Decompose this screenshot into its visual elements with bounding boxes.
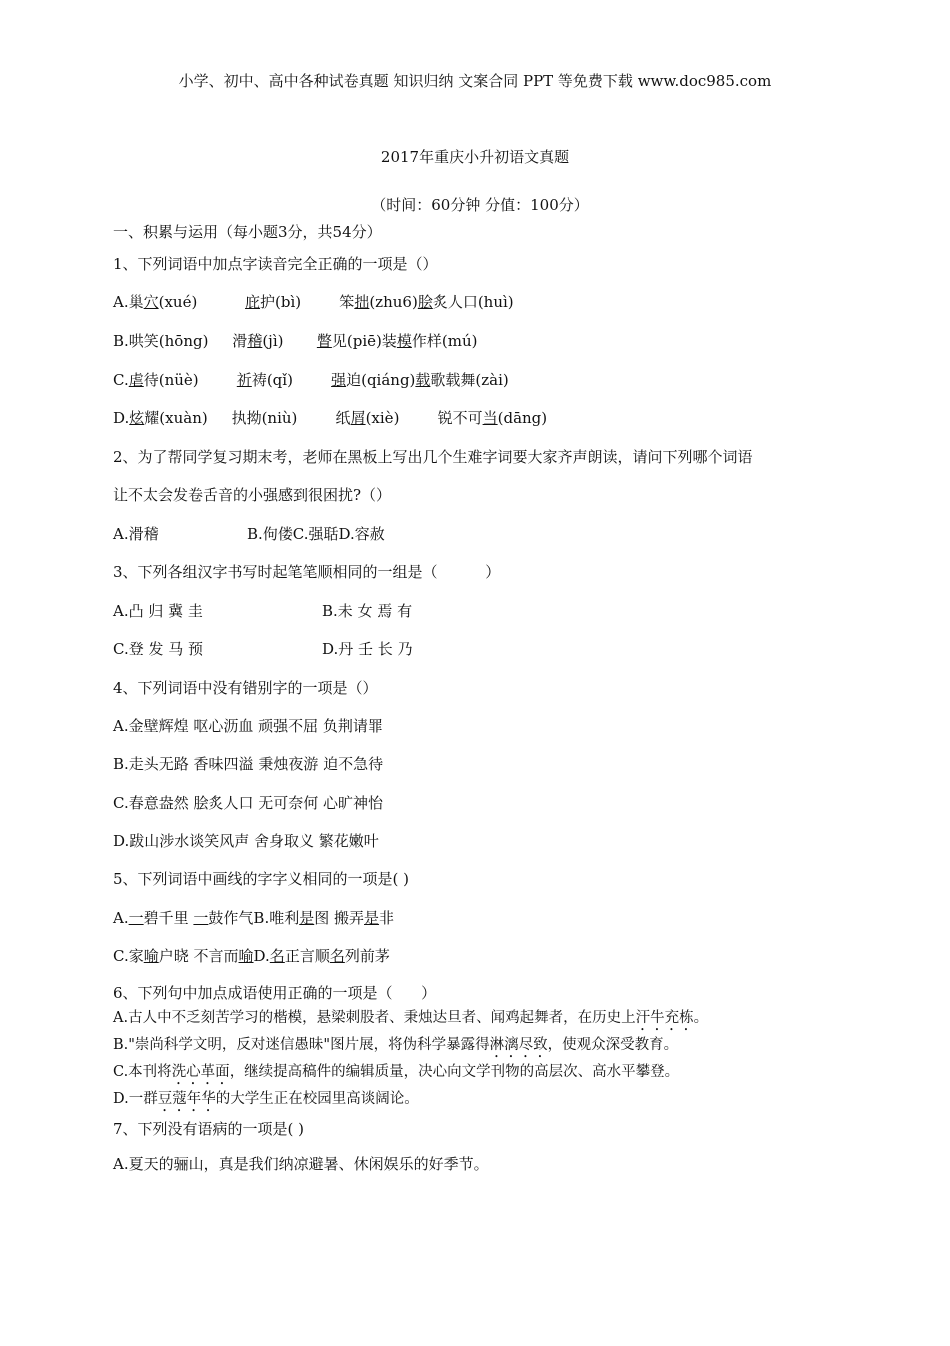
q6-option-a: A.古人中不乏刻苦学习的楷模，悬梁刺股者、秉烛达旦者、闻鸡起舞者，在历史上汗牛充栋。 <box>113 1010 709 1026</box>
q5-options-cd: C.家喻户晓 不言而喻D.名正言顺名列前茅 <box>113 947 390 965</box>
question-1-stem: 1、下列词语中加点字读音完全正确的一项是（） <box>113 255 438 273</box>
q6-option-c: C.本刊将洗心革面，继续提高稿件的编辑质量，决心向文学刊物的高层次、高水平攀登。 <box>113 1064 680 1080</box>
section-heading: 一、积累与运用（每小题3分，共54分） <box>113 223 382 241</box>
q6-option-d: D.一群豆蔻年华的大学生正在校园里高谈阔论。 <box>113 1091 419 1107</box>
q1-option-a: A.巢穴(xué) 庇护(bì) 笨拙(zhu6)脍炙人口(huì) <box>113 293 514 311</box>
exam-info: （时间：60分钟 分值：100分） <box>371 196 589 214</box>
q7-option-a: A.夏天的骊山，真是我们纳凉避暑、休闲娱乐的好季节。 <box>113 1155 489 1173</box>
q3-option-d: D.丹 壬 长 乃 <box>322 640 413 658</box>
q5-options-ab: A.一碧千里 一鼓作气B.唯利是图 搬弄是非 <box>113 909 395 927</box>
q4-option-c: C.春意盎然 脍炙人口 无可奈何 心旷神怡 <box>113 794 384 812</box>
question-6-stem: 6、下列句中加点成语使用正确的一项是（ ） <box>113 984 437 1002</box>
q1-option-b: B.哄笑(hōng) 滑稽(jì) 瞥见(piē)装模作样(mú) <box>113 332 478 350</box>
question-3-stem: 3、下列各组汉字书写时起笔笔顺相同的一组是（ ） <box>113 563 501 581</box>
q3-option-a: A.凸 归 冀 圭 <box>113 602 203 620</box>
q3-option-c: C.登 发 马 预 <box>113 640 204 658</box>
q4-option-a: A.金壁辉煌 呕心沥血 顽强不屈 负荆请罪 <box>113 717 383 735</box>
question-7-stem: 7、下列没有语病的一项是( ) <box>113 1120 305 1138</box>
q2-option-bcd: B.佝偻C.强聒D.容赦 <box>247 525 385 543</box>
q4-option-b: B.走头无路 香味四溢 秉烛夜游 迫不急待 <box>113 755 384 773</box>
question-2-stem-line2: 让不太会发卷舌音的小强感到很困扰?（） <box>113 486 392 504</box>
page-title: 2017年重庆小升初语文真题 <box>380 148 570 166</box>
question-4-stem: 4、下列词语中没有错别字的一项是（） <box>113 679 378 697</box>
question-5-stem: 5、下列词语中画线的字字义相同的一项是( ) <box>113 870 410 888</box>
q1-option-d: D.炫耀(xuàn) 执拗(niù) 纸屑(xiè) 锐不可当(dāng) <box>113 409 548 427</box>
q2-option-a: A.滑稽 <box>113 525 159 543</box>
site-header: 小学、初中、高中各种试卷真题 知识归纳 文案合同 PPT 等免费下载 www.doc985.com <box>178 72 772 90</box>
q6-option-b: B."崇尚科学文明，反对迷信愚昧"图片展，将伪科学暴露得淋漓尽致，使观众深受教育。 <box>113 1037 679 1053</box>
q4-option-d: D.跋山涉水谈笑风声 舍身取义 繁花嫩叶 <box>113 832 379 850</box>
q1-option-c: C.虐待(nüè) 祈祷(qǐ) 强迫(qiáng)载歌载舞(zài) <box>113 371 509 389</box>
question-2-stem-line1: 2、为了帮同学复习期末考，老师在黑板上写出几个生难字词要大家齐声朗读，请问下列哪个词语 <box>113 448 753 466</box>
q3-option-b: B.未 女 焉 有 <box>322 602 413 620</box>
